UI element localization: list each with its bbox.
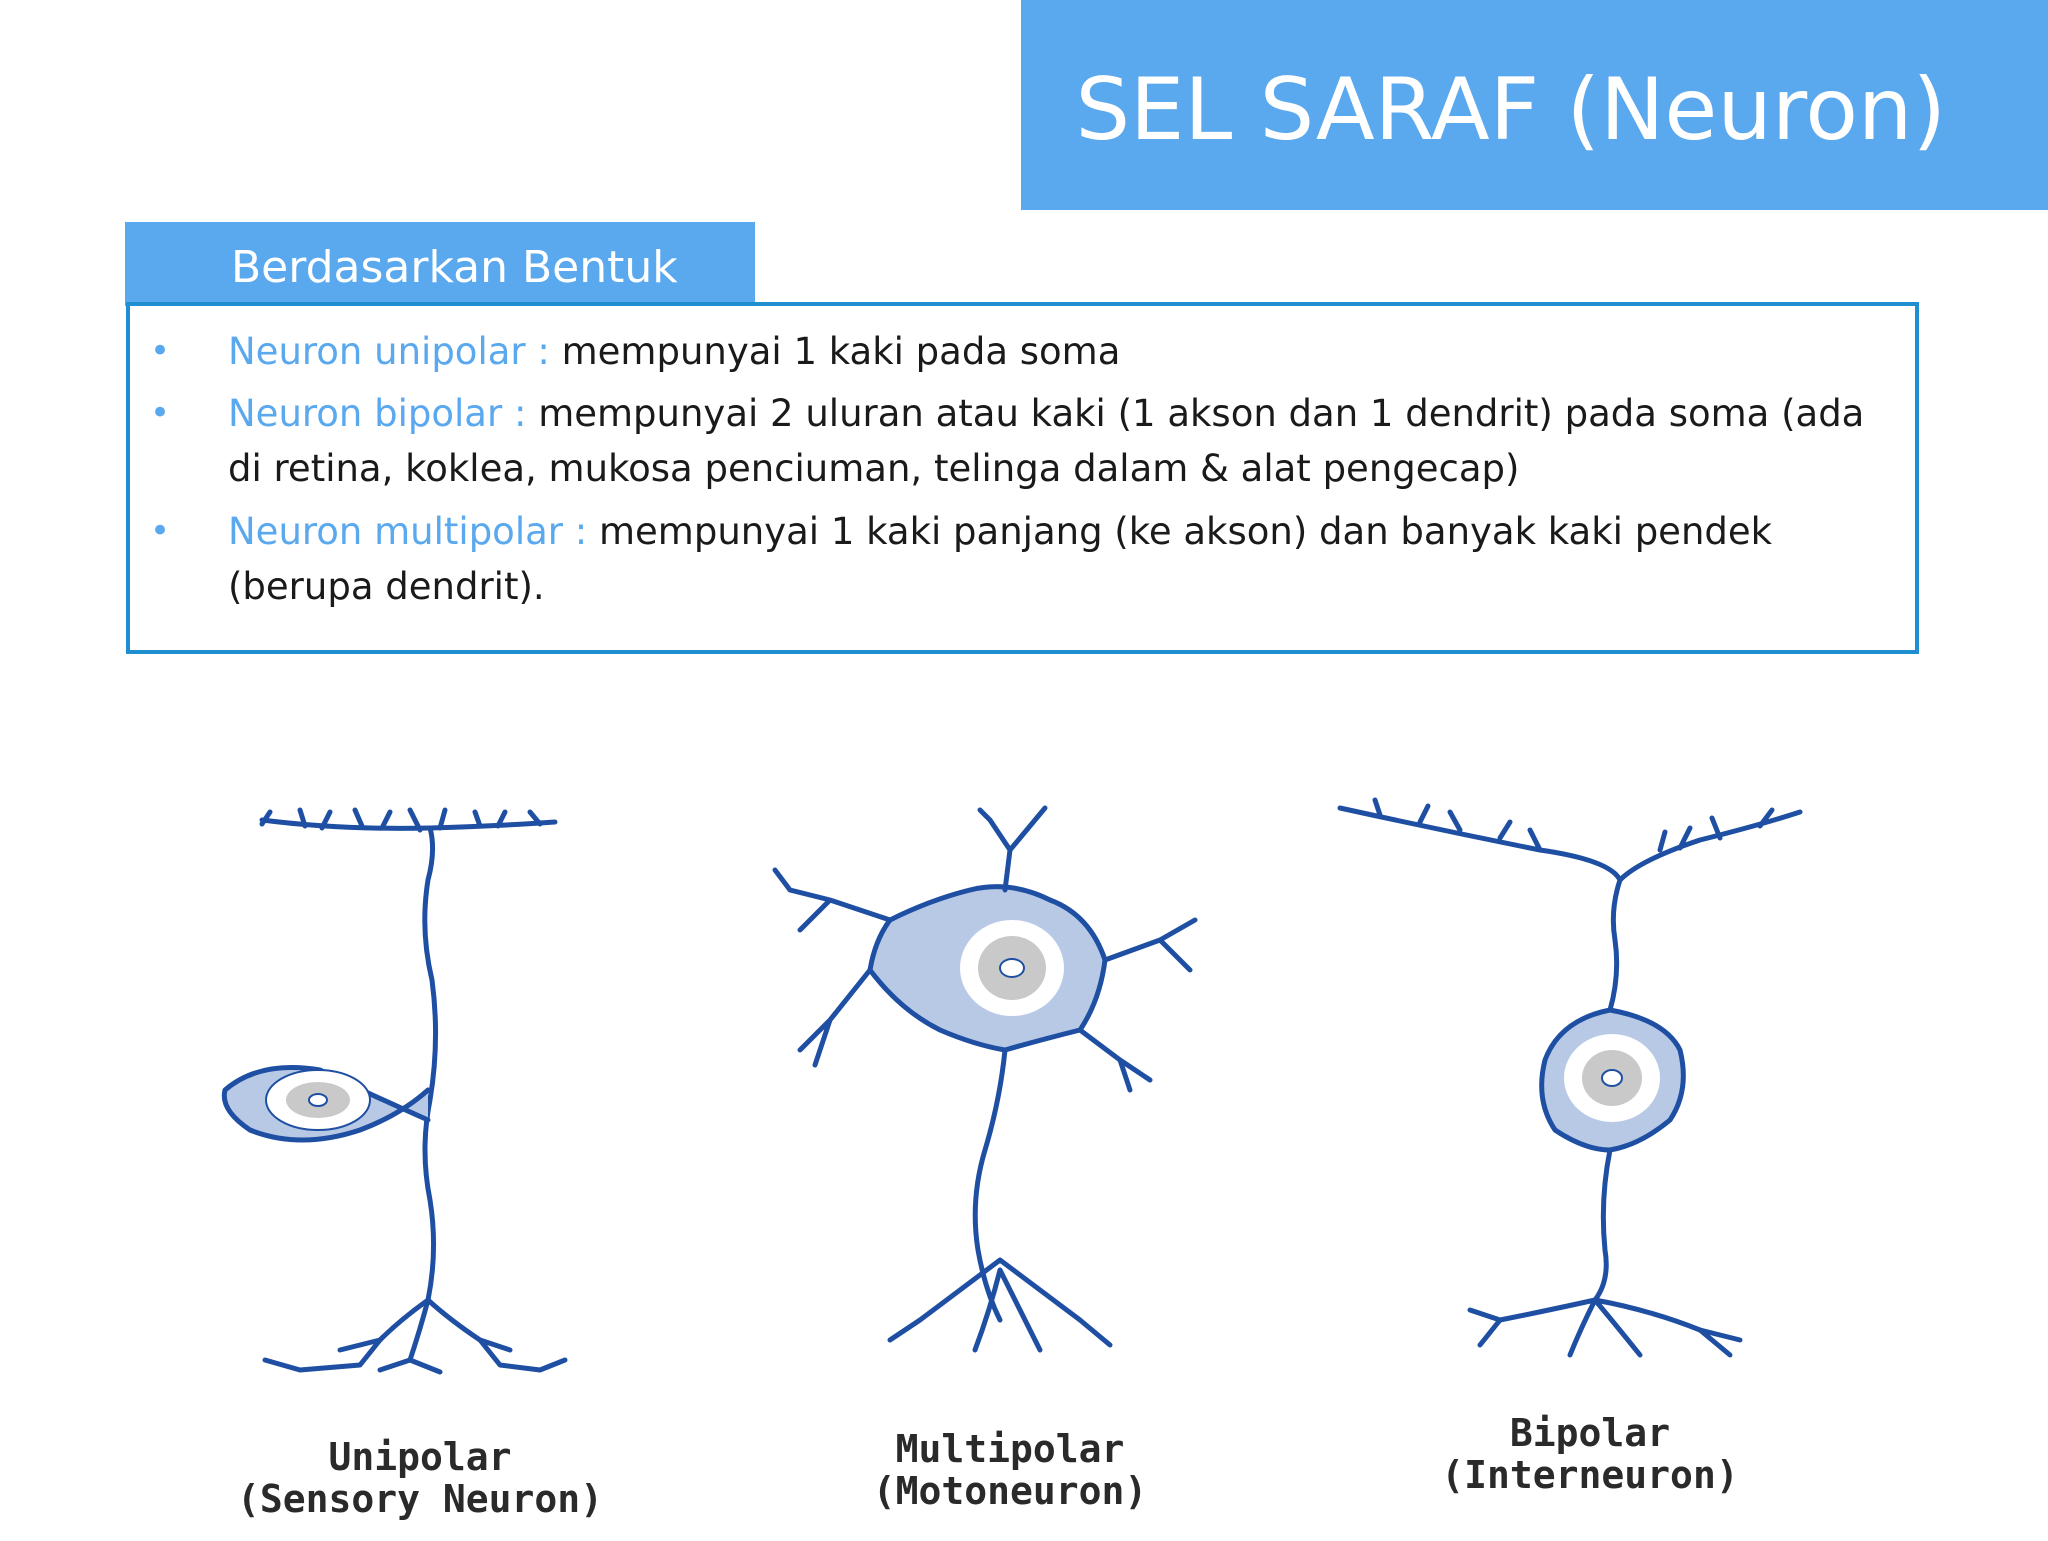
multipolar-neuron [775, 808, 1195, 1350]
caption-line: Unipolar [328, 1435, 512, 1479]
caption-line: (Sensory Neuron) [236, 1477, 604, 1521]
caption-multipolar [770, 1428, 1250, 1512]
content-box [126, 302, 1919, 654]
bullet-term: Neuron multipolar : [228, 510, 599, 553]
bullet-description: mempunyai 2 uluran atau kaki (1 akson dan 1 dendrit) pada soma (ada di retina, koklea, mukosa penciuman, telinga dalam & alat pengecap) [228, 392, 1865, 490]
bullet-description: mempunyai 1 kaki panjang (ke akson) dan banyak kaki pendek (berupa dendrit). [228, 510, 1773, 608]
bullet-description: mempunyai 1 kaki pada soma [561, 330, 1121, 373]
neuron-figure [0, 760, 2048, 1536]
caption-bipolar [1350, 1412, 1830, 1496]
caption-unipolar [180, 1436, 660, 1520]
bullet-icon: • [150, 331, 171, 371]
bullet-term: Neuron unipolar : [228, 330, 562, 373]
bullet-icon: • [150, 511, 171, 551]
bullet-term: Neuron bipolar : [228, 392, 539, 435]
bullet-icon: • [150, 393, 171, 433]
title-banner [1021, 0, 2048, 210]
bullet-text [228, 386, 1888, 496]
caption-line: (Interneuron) [1441, 1453, 1739, 1497]
caption-line: Bipolar [1509, 1411, 1671, 1455]
slide-title: SEL SARAF (Neuron) [1075, 60, 1946, 160]
bullet-text [228, 504, 1888, 614]
bullet-text [228, 324, 1888, 379]
section-tab-label: Berdasarkan Bentuk [231, 242, 678, 293]
caption-line: Multipolar [895, 1427, 1125, 1471]
section-tab [125, 222, 755, 306]
caption-line: (Motoneuron) [872, 1469, 1148, 1513]
